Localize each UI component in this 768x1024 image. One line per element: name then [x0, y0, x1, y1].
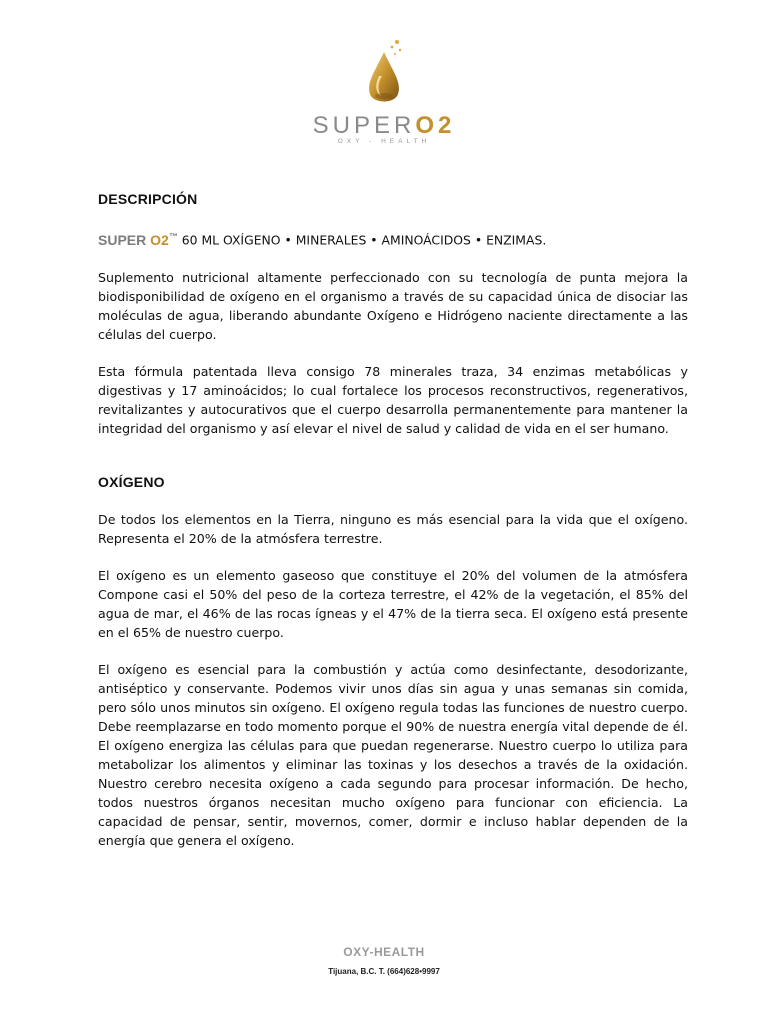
brand-text: SUPER: [312, 112, 416, 139]
logo: [0, 38, 768, 148]
paragraph: De todos los elementos en la Tierra, ninguno es más esencial para la vida que el oxígeno. Representa el 20% de la atmósfera terrestre.: [98, 511, 688, 546]
product-brand: [98, 232, 178, 248]
section-heading-oxigeno: OXÍGENO: [98, 473, 165, 490]
brand-tagline: OXY - HEALTH: [337, 138, 431, 145]
paragraph: Suplemento nutricional altamente perfeccionado con su tecnología de punta mejora la biodisponibilidad de oxígeno en el organismo a través de su capacidad única de disociar las moléculas de agua, liberando abundante Oxígeno e Hidrógeno naciente directamente a las células del cuerpo.: [98, 269, 688, 342]
product-brand-o2: O2: [150, 231, 169, 248]
paragraph: Esta fórmula patentada lleva consigo 78 minerales traza, 34 enzimas metabólicas y digestivas y 17 aminoácidos; lo cual fortalece los procesos reconstructivos, regenerativos, revitalizantes y autocurativos que el cuerpo desarrolla permanentemente para mantener la integridad del organismo y así elevar el nivel de salud y calidad de vida en el ser humano.: [98, 363, 688, 436]
product-brand-text: SUPER: [98, 231, 147, 248]
paragraph: El oxígeno es un elemento gaseoso que constituye el 20% del volumen de la atmósfera Compone casi el 50% del peso de la corteza terrestre, el 42% de la vegetación, el 85% del agua de mar, el 46% de las rocas ígneas y el 47% de la tierra seca. El oxígeno está presente en el 65% de nuestro cuerpo.: [98, 567, 688, 640]
product-description: 60 ML OXÍGENO • MINERALES • AMINOÁCIDOS • ENZIMAS.: [177, 232, 547, 248]
brand-wordmark: [313, 112, 456, 145]
footer-title: OXY-HEALTH: [343, 945, 425, 959]
paragraph: El oxígeno es esencial para la combustión y actúa como desinfectante, desodorizante, antiséptico y conservante. Podemos vivir unos días sin agua y unas semanas sin comida, pero sólo unos minutos sin oxígeno. El oxígeno regula todas las funciones de nuestro cuerpo. Debe reemplazarse en todo momento porque el 90% de nuestra energía vital depende de él. El oxígeno energiza las células para que puedan regenerarse. Nuestro cuerpo lo utiliza para metabolizar los alimentos y eliminar las toxinas y los desechos a través de la oxidación. Nuestro cerebro necesita oxígeno a cada segundo para procesar información. De hecho, todos nuestros órganos necesitan mucho oxígeno para funcionar con eficiencia. La capacidad de pensar, sentir, movernos, comer, dormir e incluso hablar dependen de la energía que genera el oxígeno.: [98, 661, 688, 848]
section-heading-descripcion: DESCRIPCIÓN: [98, 191, 198, 207]
brand-o2: O2: [415, 112, 456, 139]
document-body: [98, 190, 688, 850]
trademark-symbol: ™: [168, 231, 178, 241]
oxygen-drop-icon: [354, 38, 414, 110]
footer-address: Tijuana, B.C. T. (664)628•9997: [328, 967, 440, 976]
product-line: [98, 227, 688, 250]
